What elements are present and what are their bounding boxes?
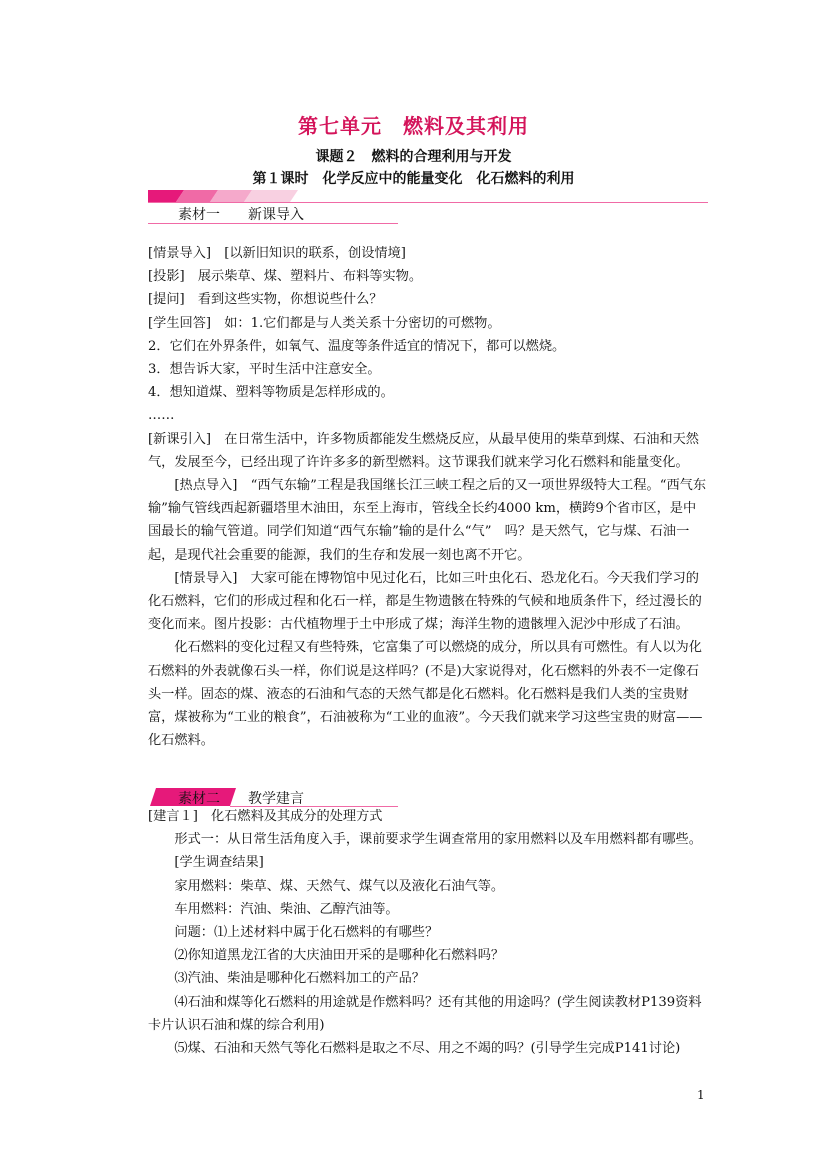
paragraph: …… [148,408,175,424]
section1-body [148,242,708,752]
paragraph: ⑸煤、石油和天然气等化石燃料是取之不尽、用之不竭的吗？(引导学生完成P141讨论) [174,1041,681,1057]
page-number: 1 [697,1088,705,1102]
paragraph: ⑶汽油、柴油是哪种化石燃料加工的产品？ [174,971,425,987]
paragraph: 形式一：从日常生活角度入手，课前要求学生调查常用的家用燃料以及车用燃料都有哪些。 [174,832,702,848]
section1-label: 素材一 新课导入 [178,207,304,223]
paragraph: 家用燃料：柴草、煤、天然气、煤气以及液化石油气等。 [174,878,505,894]
paragraph: [投影] 展示柴草、煤、塑料片、布料等实物。 [148,269,423,285]
section2-body [148,805,708,1060]
paragraph: 车用燃料：汽油、柴油、乙醇汽油等。 [174,901,399,917]
paragraph: [热点导入] “西气东输”工程是我国继长江三峡工程之后的又一项世界级特大工程。“西气东输”输气管线西起新疆塔里木油田，东至上海市，管线全长约4000 km，横跨9个省市区，是中国最长的输气管道。同学们知道“西气东输”输的是什么“气” 吗？是天然气，它与煤、石油一起，是现代社会重要的能源，我们的生存和发展一刻也离不开它。 [148,478,707,563]
paragraph: ⑵你知道黑龙江省的大庆油田开采的是哪种化石燃料吗？ [174,948,505,964]
paragraph: 4．想知道煤、塑料等物质是怎样形成的。 [148,385,394,401]
paragraph: [学生调查结果] [174,855,264,871]
paragraph: [情景导入] 大家可能在博物馆中见过化石，比如三叶虫化石、恐龙化石。今天我们学习的化石燃料，它们的形成过程和化石一样，都是生物遗骸在特殊的气候和地质条件下，经过漫长的变化而来。图片投影：古代植物埋于土中形成了煤；海洋生物的遗骸埋入泥沙中形成了石油。 [148,570,702,633]
section2-label-b: 教学建言 [248,791,304,807]
paragraph: [提问] 看到这些实物，你想说些什么？ [148,292,383,308]
paragraph: 3．想告诉大家，平时生活中注意安全。 [148,362,381,378]
paragraph: [情景导入] [以新旧知识的联系，创设情境] [148,246,406,261]
paragraph: [学生回答] 如：1.它们都是与人类关系十分密切的可燃物。 [148,315,501,331]
unit-title: 第七单元 燃料及其利用 [298,114,529,138]
section2-label-a: 素材二 [178,791,220,807]
lesson-title: 课题２ 燃料的合理利用与开发 [315,149,512,165]
paragraph: [建言１] 化石燃料及其成分的处理方式 [148,809,383,824]
period-title: 第１课时 化学反应中的能量变化 化石燃料的利用 [252,171,575,187]
paragraph: ⑷石油和煤等化石燃料的用途就是作燃料吗？还有其他的用途吗？(学生阅读教材P139资料卡片认识石油和煤的综合利用) [148,994,702,1033]
paragraph: 化石燃料的变化过程又有些特殊，它富集了可以燃烧的成分，所以具有可燃性。有人以为化石燃料的外表就像石头一样，你们说是这样吗？(不是)大家说得对，化石燃料的外表不一定像石头一样。固态的煤、液态的石油和气态的天然气都是化石燃料。化石燃料是我们人类的宝贵财富，煤被称为“工业的粮食”，石油被称为“工业的血液”。今天我们就来学习这些宝贵的财富——化石燃料。 [148,640,703,749]
paragraph: [新课引入] 在日常生活中，许多物质都能发生燃烧反应，从最早使用的柴草到煤、石油和天然气，发展至今，已经出现了许许多多的新型燃料。这节课我们就来学习化石燃料和能量变化。 [148,431,699,470]
section1-banner [148,190,708,224]
paragraph: 2．它们在外界条件，如氧气、温度等条件适宜的情况下，都可以燃烧。 [148,338,566,354]
paragraph: 问题：⑴上述材料中属于化石燃料的有哪些？ [174,925,439,941]
